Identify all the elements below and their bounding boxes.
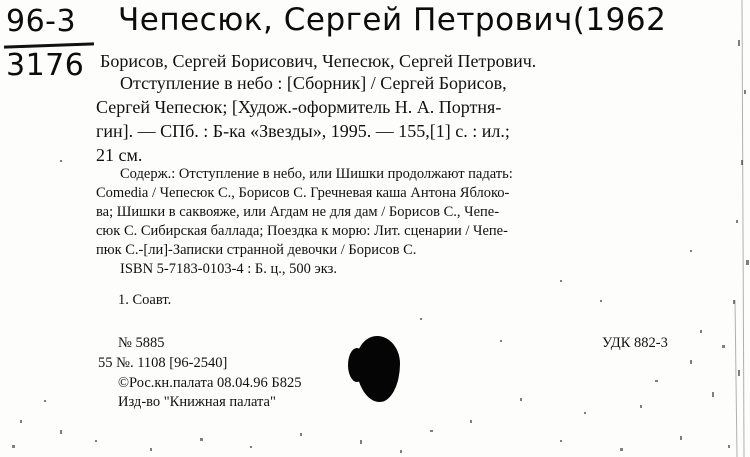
shelf-mark-top: 96-3 [6, 4, 77, 39]
publisher-line: Изд-во "Книжная палата" [118, 394, 276, 410]
ink-blot-edge [348, 348, 366, 382]
copyright-line: ©Рос.кн.палата 08.04.96 Б825 [118, 375, 302, 391]
title-line-4: 21 см. [96, 145, 143, 165]
record-number: № 5885 [118, 335, 165, 351]
registration-number: 55 №. 1108 [96-2540] [98, 355, 228, 371]
shelf-mark-bottom: 3176 [6, 48, 85, 83]
contents-line-1: Содерж.: Отступление в небо, или Шишки продолжают падать: [120, 166, 513, 182]
subject-heading: 1. Соавт. [118, 292, 172, 308]
handwritten-author-title: Чепесюк, Сергей Петрович(1962 [118, 2, 667, 38]
title-line-1: Отступление в небо : [Сборник] / Сергей Борисов, [120, 73, 507, 93]
title-line-2: Сергей Чепесюк; [Худож.-оформитель Н. А. Портня- [96, 97, 502, 117]
contents-line-4: сюк С. Сибирская баллада; Поездка к морю: Лит. сценарии / Чепе- [96, 223, 508, 239]
contents-line-3: ва; Шишки в саквояже, или Агдам не для дам / Борисов С., Чепе- [96, 204, 500, 220]
contents-line-5: пюк С.-[ли]-Записки странной девочки / Борисов С. [96, 242, 417, 258]
udc-code: УДК 882-3 [602, 335, 668, 351]
isbn-line: ISBN 5-7183-0103-4 : Б. ц., 500 экз. [120, 261, 337, 277]
card-heading: Борисов, Сергей Борисович, Чепесюк, Сергей Петрович. [100, 51, 537, 71]
title-line-3: гин]. — СПб. : Б-ка «Звезды», 1995. — 155,[1] с. : ил.; [96, 121, 510, 141]
contents-line-2: Comedia / Чепесюк С., Борисов С. Гречневая каша Антона Яблоко- [96, 185, 510, 201]
